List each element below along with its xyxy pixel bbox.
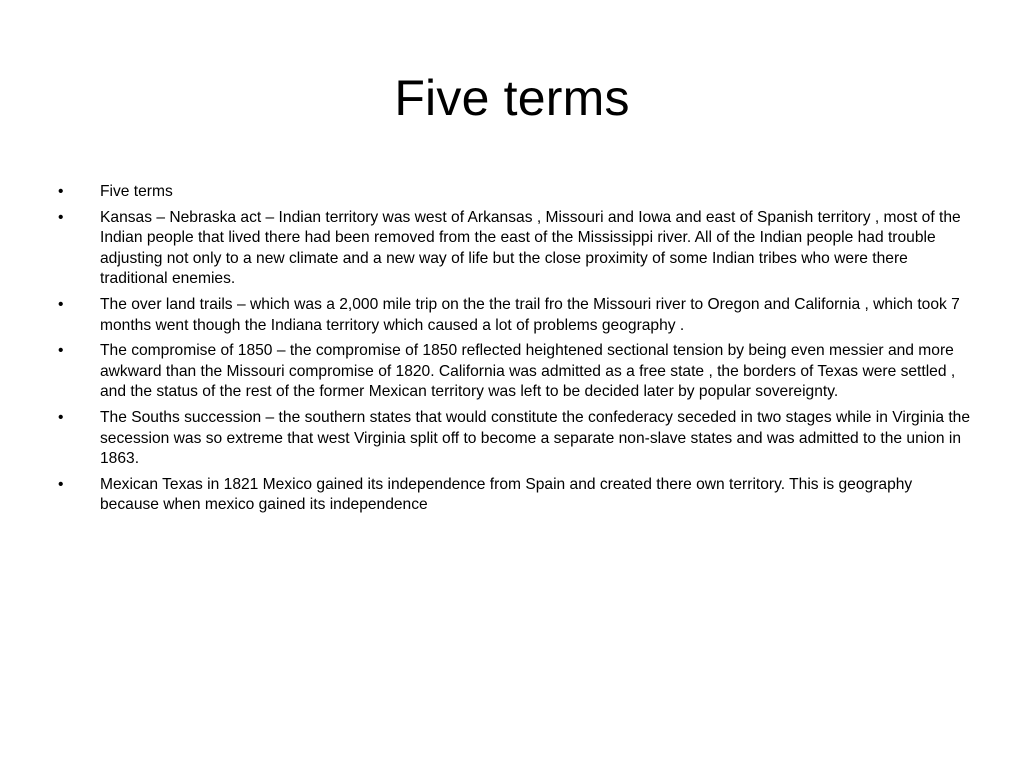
list-item <box>58 182 970 203</box>
list-item <box>58 295 970 336</box>
bullet-text: Kansas – Nebraska act – Indian territory was west of Arkansas , Missouri and Iowa and east of Spanish territory , most of the Indian people that lived there had been removed from the east of the Mississippi river. All of the Indian people had trouble adjusting not only to a new climate and a new way of life but the close proximity of some Indian tribes who were there traditional enemies. <box>100 208 961 288</box>
list-item <box>58 208 970 290</box>
bullet-icon: • <box>58 475 64 493</box>
slide-title: Five terms <box>394 70 630 126</box>
list-item <box>58 341 970 403</box>
bullet-icon: • <box>58 295 64 313</box>
list-item <box>58 408 970 470</box>
bullet-icon: • <box>58 183 64 200</box>
bullet-icon: • <box>58 342 64 360</box>
bullet-icon: • <box>58 408 64 426</box>
bullet-text: The Souths succession – the southern states that would constitute the confederacy seceded in two stages while in Virginia the secession was so extreme that west Virginia split off to become a separate non-slave states and was admitted to the union in 1863. <box>100 408 971 468</box>
bullet-list <box>58 182 970 521</box>
bullet-text: Mexican Texas in 1821 Mexico gained its independence from Spain and created there own territory. This is geography because when mexico gained its independence <box>100 475 913 514</box>
bullet-text: The compromise of 1850 – the compromise of 1850 reflected heightened sectional tension by being even messier and more awkward than the Missouri compromise of 1820. California was admitted as a free state , the borders of Texas were settled , and the status of the rest of the former Mexican territory was left to be decided later by popular sovereignty. <box>100 342 956 401</box>
list-item <box>58 475 970 516</box>
bullet-text: The over land trails – which was a 2,000 mile trip on the the trail fro the Missouri river to Oregon and California , which took 7 months went though the Indiana territory which caused a lot of problems geography . <box>100 295 960 334</box>
bullet-text: Five terms <box>100 183 173 200</box>
bullet-icon: • <box>58 208 64 226</box>
